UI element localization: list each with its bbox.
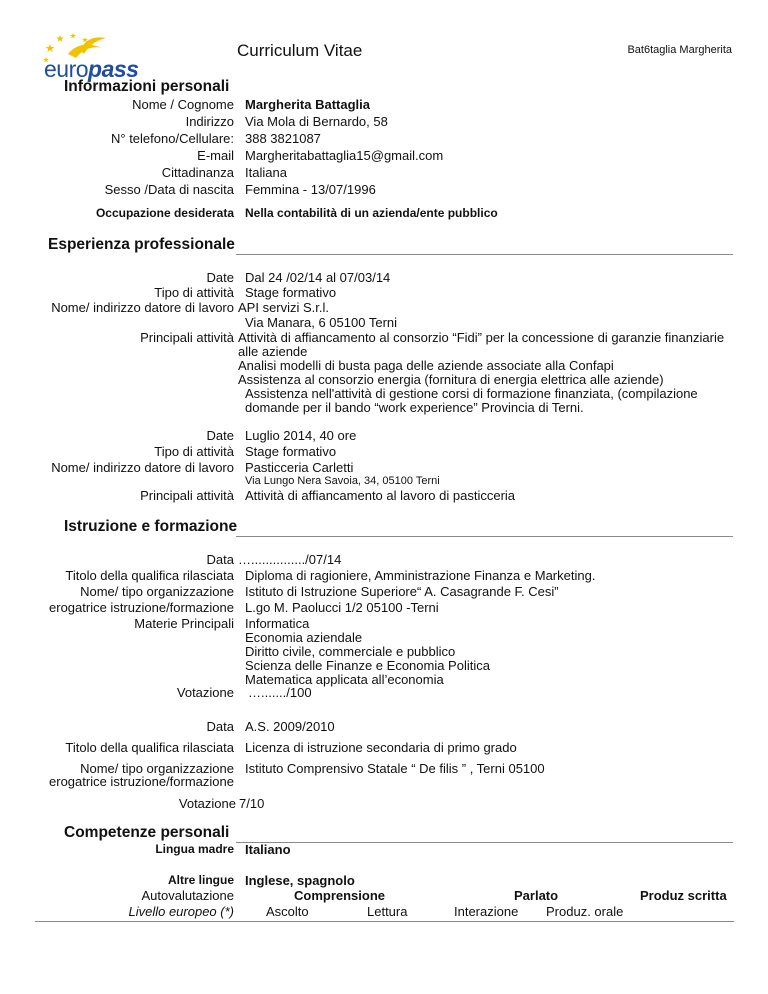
ed2-date-label: Data xyxy=(206,719,234,734)
other-languages-label: Altre lingue xyxy=(167,873,234,887)
job1-employer: API servizi S.r.l. xyxy=(238,300,330,315)
ed1-org-address: L.go M. Paolucci 1/2 05100 -Terni xyxy=(245,600,439,615)
ed1-grade: …......./100 xyxy=(248,685,312,700)
job2-activities-label: Principali attività xyxy=(140,488,234,503)
job2-employer: Pasticceria Carletti xyxy=(245,460,354,475)
ed1-subject: Diritto civile, commerciale e pubblico xyxy=(245,644,456,659)
section-skills-title: Competenze personali xyxy=(64,824,230,841)
ed2-org: Istituto Comprensivo Statale “ De filis ” , Terni 05100 xyxy=(245,761,545,776)
cv-title: Curriculum Vitae xyxy=(237,41,363,60)
job2-activities: Attività di affiancamento al lavoro di pasticceria xyxy=(245,488,516,503)
citizenship-label: Cittadinanza xyxy=(161,165,234,180)
job1-address: Via Manara, 6 05100 Terni xyxy=(245,315,398,330)
job2-date: Luglio 2014, 40 ore xyxy=(245,428,357,443)
job2-employer-label: Nome/ indirizzo datore di lavoro xyxy=(51,460,234,475)
job1-activities-label: Principali attività xyxy=(140,330,234,345)
comprensione-header: Comprensione xyxy=(294,888,386,903)
job2-date-label: Date xyxy=(206,428,234,443)
lettura-header: Lettura xyxy=(367,904,408,919)
ed1-subject: Matematica applicata all’economia xyxy=(245,672,444,687)
sex-birth-label: Sesso /Data di nascita xyxy=(104,182,234,197)
europass-logo xyxy=(40,30,160,82)
interazione-header: Interazione xyxy=(454,904,519,919)
address-label: Indirizzo xyxy=(185,114,234,129)
orale-header: Produz. orale xyxy=(546,904,624,919)
ed1-org-label: Nome/ tipo organizzazione xyxy=(80,584,234,599)
job1-activity-line: Analisi modelli di busta paga delle aziende associate alla Confapi xyxy=(238,358,614,373)
table-bottom-divider xyxy=(35,921,734,922)
job1-activity-line: Assistenza al consorzio energia (fornitura di energia elettrica alle aziende) xyxy=(238,372,664,387)
ed2-org-label: erogatrice istruzione/formazione xyxy=(49,774,234,789)
ed1-grade-label: Votazione xyxy=(176,685,234,700)
address-value: Via Mola di Bernardo, 58 xyxy=(245,114,388,129)
ascolto-header: Ascolto xyxy=(266,904,309,919)
email-value: Margheritabattaglia15@gmail.com xyxy=(245,148,444,163)
job2-address: Via Lungo Nera Savoia, 34, 05100 Terni xyxy=(245,475,440,487)
european-level-label: Livello europeo (*) xyxy=(128,904,234,919)
section-divider xyxy=(236,536,733,537)
ed1-date: ….............../07/14 xyxy=(238,552,342,567)
ed2-grade: 7/10 xyxy=(239,796,265,811)
citizenship-value: Italiana xyxy=(245,165,287,180)
ed1-subject: Informatica xyxy=(245,616,310,631)
job1-activity-line: Attività di affiancamento al consorzio “Fidi” per la concessione di garanzie finanziarie xyxy=(238,330,725,345)
name-label: Nome / Cognome xyxy=(132,97,234,112)
scritta-header: Produz scritta xyxy=(640,888,727,903)
self-assessment-label: Autovalutazione xyxy=(141,888,234,903)
ed1-org: Istituto di Istruzione Superiore“ A. Casagrande F. Cesi” xyxy=(245,584,559,599)
parlato-header: Parlato xyxy=(514,888,559,903)
job1-date-label: Date xyxy=(206,270,234,285)
job2-type-label: Tipo di attività xyxy=(154,444,234,459)
ed1-date-label: Data xyxy=(206,552,234,567)
job1-activity-line: alle aziende xyxy=(238,344,308,359)
job1-activity-line: domande per il bando “work experience” Provincia di Terni. xyxy=(245,400,584,415)
job1-type-label: Tipo di attività xyxy=(154,285,234,300)
ed2-title: Licenza di istruzione secondaria di primo grado xyxy=(245,740,517,755)
job2-type: Stage formativo xyxy=(245,444,337,459)
section-education-title: Istruzione e formazione xyxy=(64,518,238,535)
job1-date: Dal 24 /02/14 al 07/03/14 xyxy=(245,270,391,285)
ed1-org-label: erogatrice istruzione/formazione xyxy=(49,600,234,615)
section-personal-title: Informazioni personali xyxy=(64,78,230,95)
ed1-subject: Scienza delle Finanze e Economia Politica xyxy=(245,658,490,673)
ed2-date: A.S. 2009/2010 xyxy=(245,719,335,734)
sex-birth-value: Femmina - 13/07/1996 xyxy=(245,182,376,197)
ed2-grade-label: Votazione xyxy=(178,796,236,811)
section-divider xyxy=(236,254,733,255)
ed2-org-label: Nome/ tipo organizzazione xyxy=(80,761,234,776)
header-name: Bat6taglia Margherita xyxy=(627,44,732,56)
ed2-title-label: Titolo della qualifica rilasciata xyxy=(65,740,234,755)
logo-text-light: euro xyxy=(44,56,89,82)
mother-tongue-value: Italiano xyxy=(245,842,291,857)
email-label: E-mail xyxy=(197,148,234,163)
occupation-value: Nella contabilità di un azienda/ente pubblico xyxy=(245,206,498,220)
section-divider xyxy=(236,842,733,843)
job1-type: Stage formativo xyxy=(245,285,337,300)
name-value: Margherita Battaglia xyxy=(245,97,370,112)
section-experience-title: Esperienza professionale xyxy=(48,236,235,253)
logo-text-bold: pass xyxy=(88,56,139,82)
job1-activity-line: Assistenza nell'attività di gestione corsi di formazione finanziata, (compilazione xyxy=(245,386,698,401)
ed1-title: Diploma di ragioniere, Amministrazione Finanza e Marketing. xyxy=(245,568,596,583)
ed1-title-label: Titolo della qualifica rilasciata xyxy=(65,568,234,583)
other-languages-value: Inglese, spagnolo xyxy=(245,873,355,888)
ed1-subject: Economia aziendale xyxy=(245,630,363,645)
job1-employer-label: Nome/ indirizzo datore di lavoro xyxy=(51,300,234,315)
mother-tongue-label: Lingua madre xyxy=(155,842,234,856)
phone-value: 388 3821087 xyxy=(245,131,321,146)
ed1-subjects-label: Materie Principali xyxy=(134,616,234,631)
phone-label: N° telefono/Cellulare: xyxy=(111,131,234,146)
occupation-label: Occupazione desiderata xyxy=(95,206,234,220)
